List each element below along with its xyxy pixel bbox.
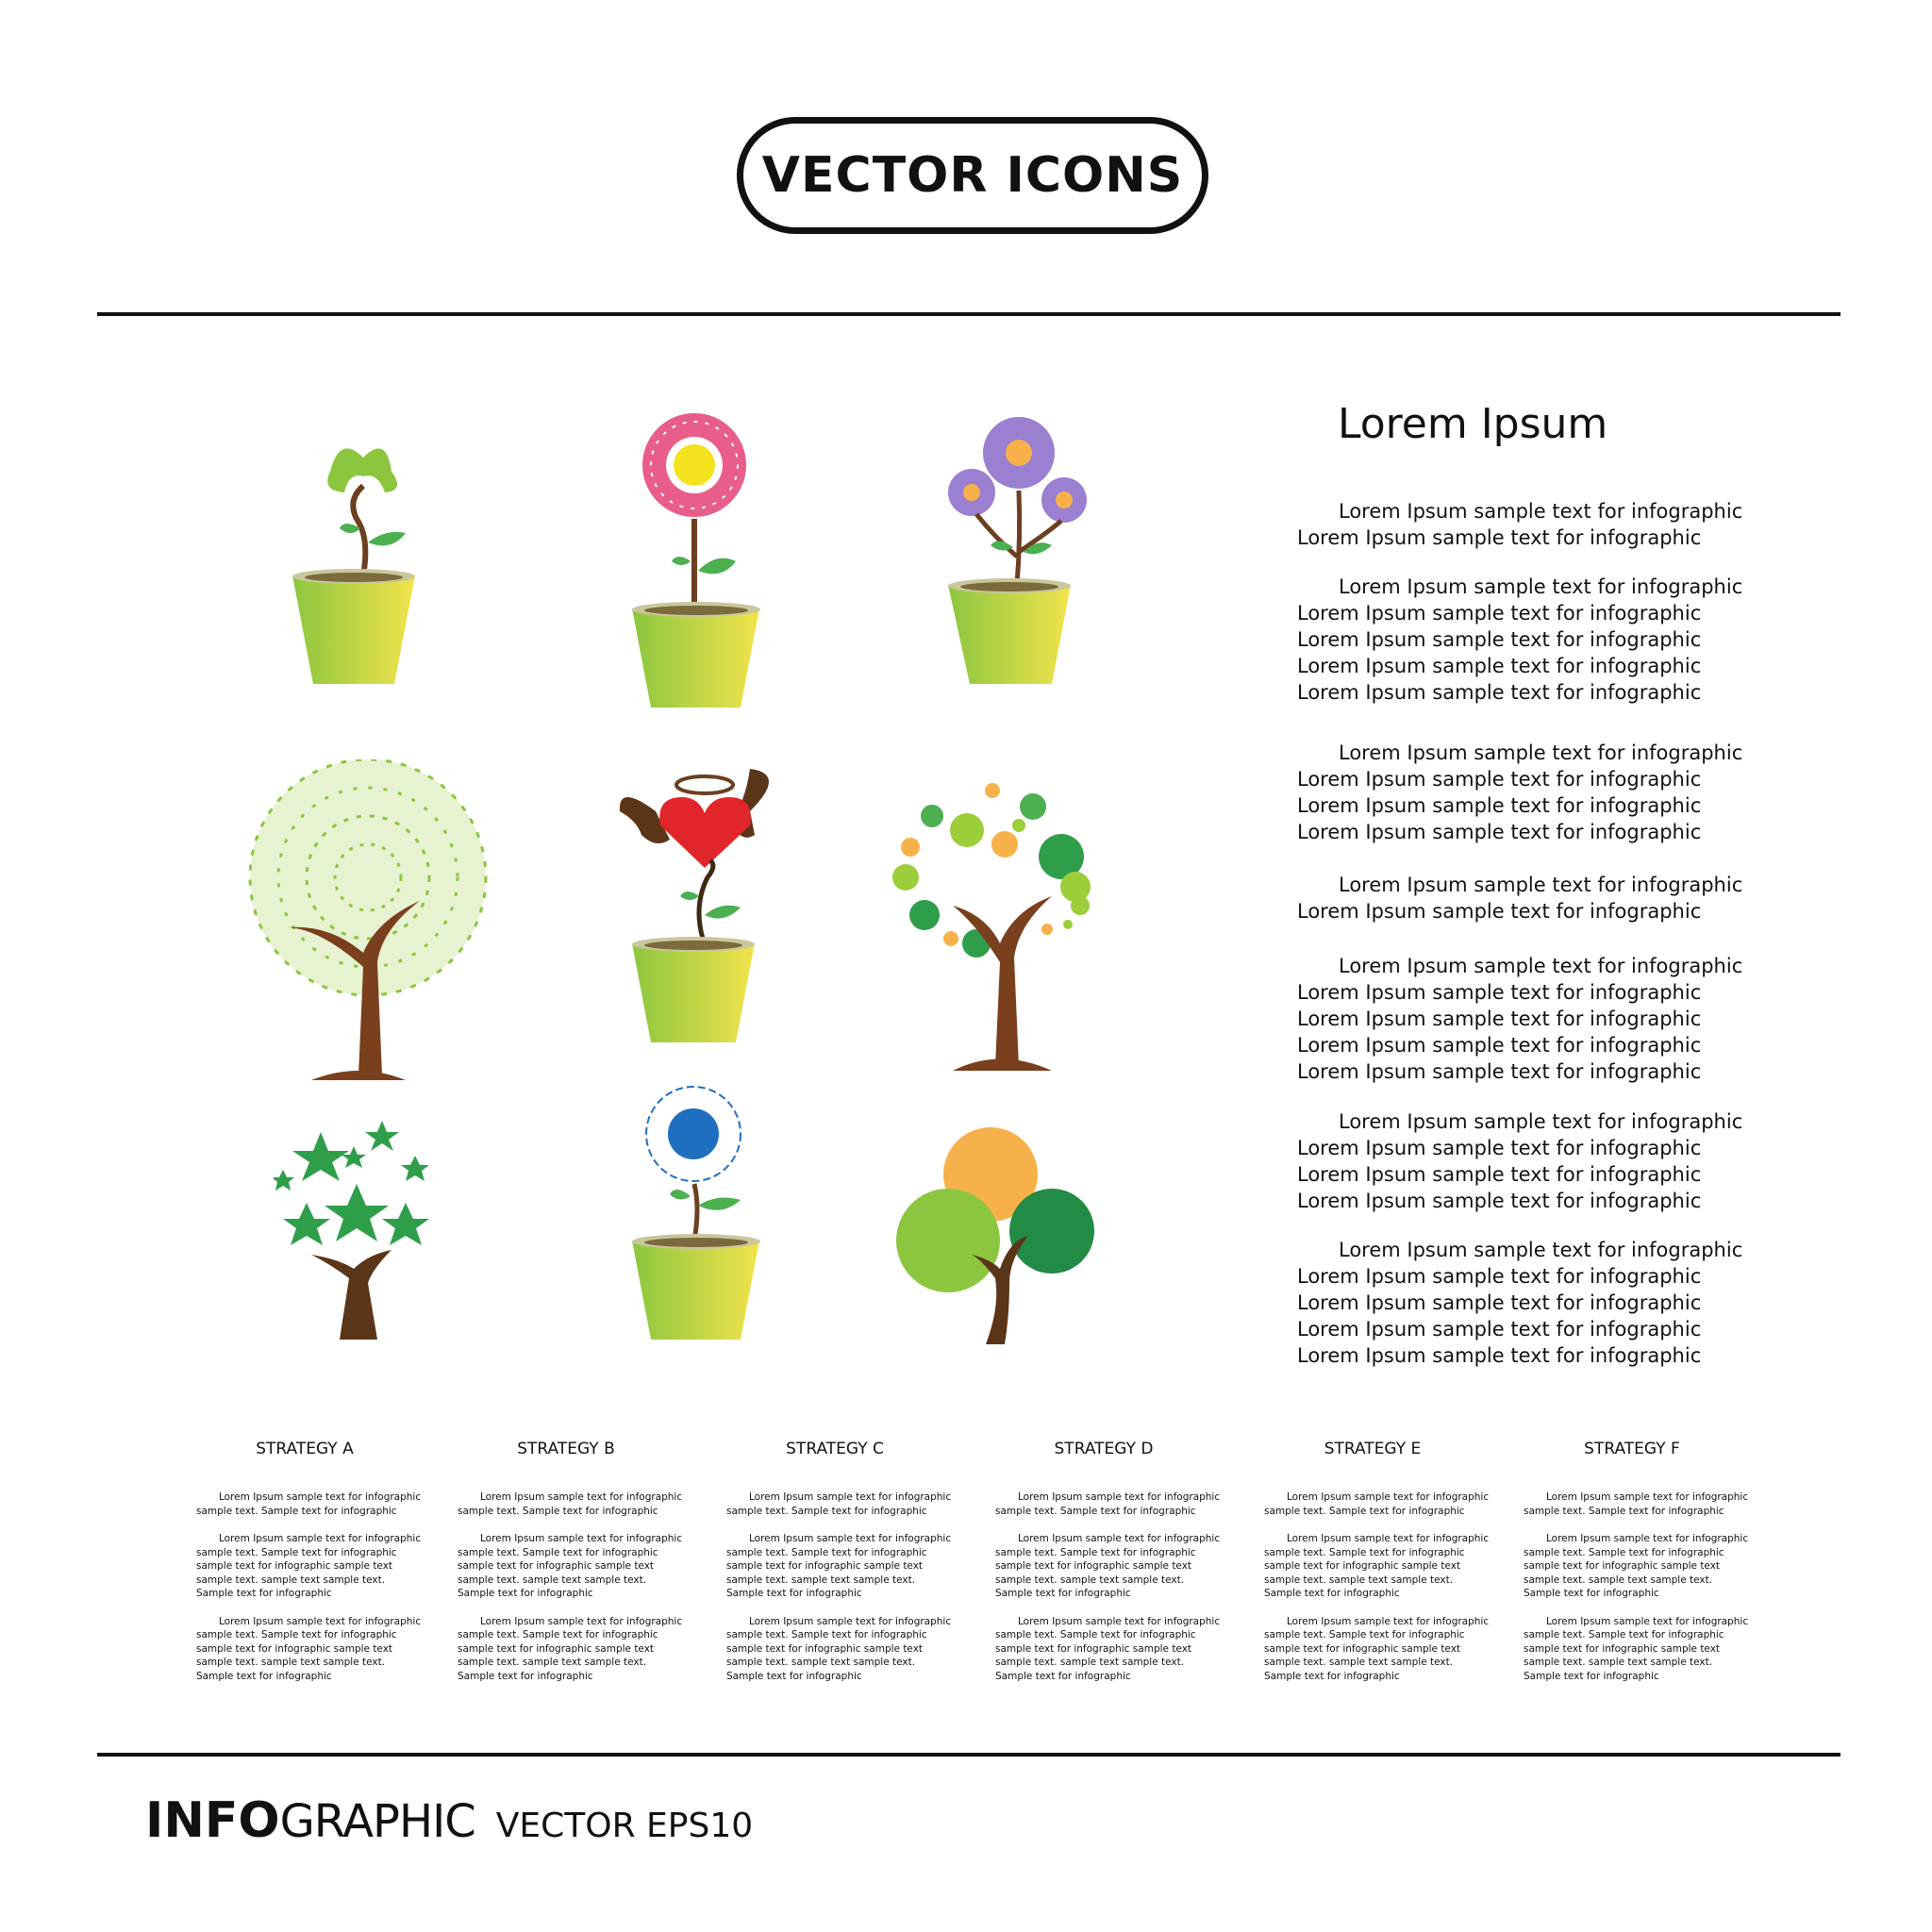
strategy-title: STRATEGY E [1324,1440,1422,1458]
strategy-title: STRATEGY B [517,1440,615,1458]
strategy-line: sample text. Sample text for infographic [196,1629,397,1641]
strategy-line: sample text. sample text sample text. [458,1657,647,1668]
strategy-paragraph [995,1532,1231,1601]
side-paragraph [1297,953,1825,1085]
side-paragraph [1297,1237,1825,1369]
strategy-paragraph [196,1491,432,1518]
strategy-line: sample text. sample text sample text. [1264,1574,1454,1586]
strategy-line: sample text. Sample text for infographic [196,1505,397,1517]
strategy-paragraph [726,1615,962,1684]
strategy-line: Lorem Ipsum sample text for infographic [219,1615,422,1627]
sprout-pot-icon [274,434,453,689]
winged-heart-pot-icon [618,764,788,1047]
strategy-line: Sample text for infographic [1524,1670,1659,1682]
strategy-line: sample text. sample text sample text. [995,1657,1185,1668]
strategy-line: sample text. sample text sample text. [196,1657,386,1668]
strategy-column [1524,1440,1759,1697]
strategy-paragraph [1524,1491,1759,1518]
strategy-line: Sample text for infographic [458,1588,593,1599]
side-paragraph [1297,498,1825,551]
strategy-line: Sample text for infographic [1524,1588,1659,1599]
strategy-paragraph [458,1532,693,1601]
strategy-paragraph [458,1491,693,1518]
strategy-line: Lorem Ipsum sample text for infographic [1018,1491,1221,1503]
strategy-line: sample text. Sample text for infographic [1524,1505,1724,1517]
side-title: Lorem Ipsum [1338,400,1608,448]
strategy-line: Lorem Ipsum sample text for infographic [1287,1615,1490,1627]
strategy-paragraph [1524,1615,1759,1684]
strategy-paragraph [1264,1615,1500,1684]
strategy-line: Sample text for infographic [726,1670,862,1682]
strategy-line: Lorem Ipsum sample text for infographic [1546,1615,1749,1627]
dot-tree-icon [887,783,1123,1071]
strategy-line: sample text for infographic sample text [196,1560,393,1572]
strategy-line: Sample text for infographic [196,1588,332,1599]
strategy-line: Sample text for infographic [1264,1588,1400,1599]
strategy-paragraph [726,1532,962,1601]
strategy-line: Lorem Ipsum sample text for infographic [480,1615,683,1627]
vector-icons-badge [737,117,1208,234]
strategy-paragraph [995,1491,1231,1518]
strategy-line: sample text. sample text sample text. [1524,1657,1713,1668]
strategy-paragraph [726,1491,962,1518]
strategy-line: sample text. sample text sample text. [726,1574,916,1586]
strategy-line: sample text. Sample text for infographic [458,1546,658,1558]
strategy-line: Lorem Ipsum sample text for infographic [1018,1615,1221,1627]
strategy-line: sample text. Sample text for infographic [458,1629,658,1641]
side-line: Lorem Ipsum sample text for infographic [1297,681,1702,704]
strategy-line: sample text for infographic sample text [1524,1560,1721,1572]
side-line: Lorem Ipsum sample text for infographic [1297,821,1702,843]
strategy-column [726,1440,962,1697]
side-line: Lorem Ipsum sample text for infographic [1297,900,1702,923]
strategy-line: Lorem Ipsum sample text for infographic [1018,1533,1221,1544]
side-paragraph [1297,1108,1825,1214]
strategy-line: sample text. sample text sample text. [995,1574,1185,1586]
strategy-line: Sample text for infographic [726,1588,862,1599]
strategy-line: sample text for infographic sample text [196,1642,393,1655]
strategy-paragraph [1524,1532,1759,1601]
strategy-line: sample text for infographic sample text [1264,1642,1461,1655]
strategy-line: Lorem Ipsum sample text for infographic [749,1615,952,1627]
top-divider [97,312,1840,316]
strategy-column [995,1440,1231,1697]
strategy-paragraph [196,1532,432,1601]
strategy-line: Lorem Ipsum sample text for infographic [749,1533,952,1544]
strategy-line: Lorem Ipsum sample text for infographic [1287,1491,1490,1503]
strategy-line: sample text. sample text sample text. [1524,1574,1713,1586]
strategy-line: sample text for infographic sample text [995,1560,1192,1572]
blue-flower-pot-icon [623,1085,774,1344]
side-line: Lorem Ipsum sample text for infographic [1297,655,1702,677]
side-line: Lorem Ipsum sample text for infographic [1297,602,1702,625]
bottom-divider [97,1753,1840,1757]
side-line: Lorem Ipsum sample text for infographic [1339,741,1743,764]
side-line: Lorem Ipsum sample text for infographic [1297,768,1702,791]
strategy-title: STRATEGY C [786,1440,884,1458]
strategy-line: sample text for infographic sample text [995,1642,1192,1655]
strategy-line: Lorem Ipsum sample text for infographic [1546,1533,1749,1544]
side-paragraph [1297,574,1825,706]
side-line: Lorem Ipsum sample text for infographic [1297,628,1702,651]
strategy-line: sample text. Sample text for infographic [1264,1505,1465,1517]
strategy-title: STRATEGY D [1054,1440,1154,1458]
pink-flower-pot-icon [623,410,774,712]
side-paragraph [1297,740,1825,845]
side-line: Lorem Ipsum sample text for infographic [1339,575,1743,598]
strategy-paragraph [1264,1491,1500,1518]
strategy-line: Lorem Ipsum sample text for infographic [480,1533,683,1544]
strategy-title: STRATEGY F [1584,1440,1680,1458]
strategy-title: STRATEGY A [256,1440,354,1458]
strategy-line: sample text. sample text sample text. [726,1657,916,1668]
strategy-column [458,1440,693,1697]
strategy-line: Sample text for infographic [458,1670,593,1682]
strategy-line: Sample text for infographic [196,1670,332,1682]
strategy-line: sample text for infographic sample text [726,1560,924,1572]
badge-text: VECTOR ICONS [761,147,1184,204]
strategy-line: Sample text for infographic [995,1588,1131,1599]
strategy-line: sample text for infographic sample text [1264,1560,1461,1572]
strategy-line: sample text. Sample text for infographic [1264,1546,1465,1558]
strategy-paragraph [995,1615,1231,1684]
side-line: Lorem Ipsum sample text for infographic [1297,1034,1702,1057]
strategy-line: Lorem Ipsum sample text for infographic [749,1491,952,1503]
side-line: Lorem Ipsum sample text for infographic [1339,500,1743,523]
strategy-line: sample text for infographic sample text [1524,1642,1721,1655]
strategy-line: sample text. sample text sample text. [1264,1657,1454,1668]
side-line: Lorem Ipsum sample text for infographic [1297,1008,1702,1030]
strategy-line: sample text. sample text sample text. [458,1574,647,1586]
strategy-column [196,1440,432,1697]
strategy-line: Sample text for infographic [995,1670,1131,1682]
footer-sub: VECTOR EPS10 [495,1807,754,1845]
strategy-line: sample text for infographic sample text [726,1642,924,1655]
strategy-paragraph [458,1615,693,1684]
strategy-line: sample text. Sample text for infographic [1524,1629,1724,1641]
side-line: Lorem Ipsum sample text for infographic [1297,1265,1702,1288]
side-line: Lorem Ipsum sample text for infographic [1297,1190,1702,1212]
strategy-line: Lorem Ipsum sample text for infographic [1287,1533,1490,1544]
strategy-paragraph [196,1615,432,1684]
side-line: Lorem Ipsum sample text for infographic [1339,1239,1743,1261]
side-line: Lorem Ipsum sample text for infographic [1339,874,1743,896]
strategy-line: sample text. Sample text for infographic [995,1546,1196,1558]
strategy-paragraph [1264,1532,1500,1601]
strategy-line: Lorem Ipsum sample text for infographic [219,1491,422,1503]
strategy-line: sample text. Sample text for infographic [726,1546,927,1558]
footer-title [145,1792,753,1849]
strategy-line: sample text for infographic sample text [458,1560,655,1572]
strategy-line: Sample text for infographic [1264,1670,1400,1682]
purple-flowers-pot-icon [943,415,1094,689]
star-tree-icon [274,1113,439,1340]
strategy-line: sample text. Sample text for infographic [1264,1629,1465,1641]
swirl-tree-icon [245,759,491,1085]
side-line: Lorem Ipsum sample text for infographic [1297,1137,1702,1159]
footer-graphic: GRAPHIC [279,1795,475,1848]
strategy-line: sample text. Sample text for infographic [1524,1546,1724,1558]
strategy-line: sample text for infographic sample text [458,1642,655,1655]
strategy-line: sample text. Sample text for infographic [726,1629,927,1641]
strategy-line: sample text. Sample text for infographic [995,1629,1196,1641]
strategy-line: sample text. Sample text for infographic [726,1505,927,1517]
side-line: Lorem Ipsum sample text for infographic [1297,526,1702,549]
side-line: Lorem Ipsum sample text for infographic [1297,1060,1702,1083]
strategy-column [1264,1440,1500,1697]
side-line: Lorem Ipsum sample text for infographic [1297,981,1702,1004]
side-line: Lorem Ipsum sample text for infographic [1297,1344,1702,1367]
side-line: Lorem Ipsum sample text for infographic [1297,1163,1702,1186]
strategy-line: Lorem Ipsum sample text for infographic [1546,1491,1749,1503]
side-line: Lorem Ipsum sample text for infographic [1339,1110,1743,1133]
side-line: Lorem Ipsum sample text for infographic [1297,1318,1702,1341]
strategy-line: sample text. sample text sample text. [196,1574,386,1586]
strategy-line: sample text. Sample text for infographic [196,1546,397,1558]
strategy-line: sample text. Sample text for infographic [995,1505,1196,1517]
side-line: Lorem Ipsum sample text for infographic [1339,955,1743,977]
strategy-line: Lorem Ipsum sample text for infographic [219,1533,422,1544]
side-line: Lorem Ipsum sample text for infographic [1297,1291,1702,1314]
side-line: Lorem Ipsum sample text for infographic [1297,794,1702,817]
strategy-line: sample text. Sample text for infographic [458,1505,658,1517]
strategy-line: Lorem Ipsum sample text for infographic [480,1491,683,1503]
circle-tree-icon [896,1127,1099,1344]
footer-bold: INFO [145,1792,280,1849]
side-paragraph [1297,872,1825,924]
